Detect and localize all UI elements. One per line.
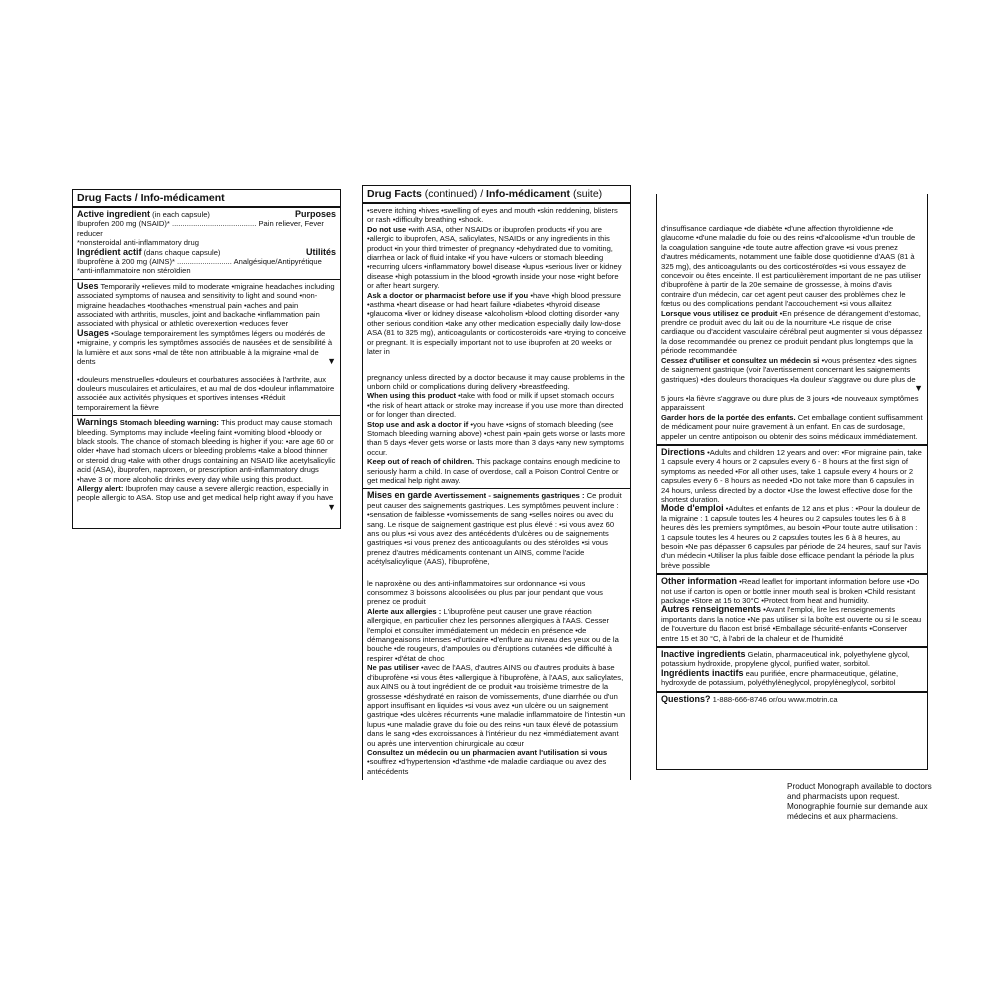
drug-facts-panel-1 bbox=[72, 189, 341, 529]
garder-label: Garder hors de la portée des enfants. bbox=[661, 412, 796, 422]
ingredients-inactifs-title: Ingrédients inactifs bbox=[661, 667, 744, 678]
panel-2-header-continued: (continued) / bbox=[421, 188, 487, 200]
product-monograph-note bbox=[787, 782, 937, 822]
directions-title: Directions bbox=[661, 446, 706, 457]
usages-text: •Soulage temporairement les symptômes légers ou modérés de •migraine, y compris les symptômes associés de nausées et de sensibilité à la lumière et aux sons •mal de tête non attribuable à la migraine •mal de dents bbox=[77, 328, 333, 367]
stomach-bleeding-label: Stomach bleeding warning: bbox=[119, 418, 219, 428]
severe-reactions-text: •severe itching •hives •swelling of eyes and mouth •skin reddening, blisters or rash •difficulty breathing •shock. bbox=[367, 206, 618, 225]
panel-1-header: Drug Facts / Info-médicament bbox=[73, 190, 340, 208]
ne-pas-utiliser-label: Ne pas utiliser bbox=[367, 663, 419, 673]
questions-section bbox=[657, 691, 927, 707]
ingredients-inactifs-text: eau purifiée, encre pharmaceutique, gélatine, hydroxyde de potassium, polyéthylèneglycol, propylèneglycol, sorbitol bbox=[661, 668, 899, 688]
mode-emploi-title: Mode d'emploi bbox=[661, 503, 724, 514]
mises-en-garde-title: Mises en garde bbox=[367, 490, 433, 501]
allergy-alert-label: Allergy alert: bbox=[77, 483, 124, 493]
ingredient-actif-line: Ibuprofène à 200 mg (AINS)* .......................... Analgésique/Antipyrétique bbox=[77, 257, 322, 267]
do-not-use-label: Do not use bbox=[367, 224, 407, 234]
active-ingredient-line: Ibuprofen 200 mg (NSAID)* ........................................ Pain reliever, Fever reducer bbox=[77, 219, 324, 238]
mises-en-garde-text-2: le naproxène ou des anti-inflammatoires sur ordonnance •si vous consommez 3 boissons alcoolisées ou plus par jour pendant que vous prenez ce produit bbox=[367, 578, 603, 607]
ingredient-actif-heading bbox=[77, 248, 336, 257]
warnings-text: This product may cause stomach bleeding. Symptoms may include •feeling faint •vomiting blood •bloody or black stools. The chance of stomach bleeding is higher if you: •are age 60 or older •have had stomach ulcers or bleeding problems •take a blood thinner or steroid drug •take with other drugs containing an NSAID like acetylsalicylic acid (ASA), ibuprofen, naproxen, or prescription anti-inflammatory drugs •have 3 or more alcoholic drinks every day while using this product. bbox=[77, 418, 336, 484]
uses-title: Uses bbox=[77, 280, 99, 291]
ask-doctor-text: •have •high blood pressure •asthma •heart disease or had heart failure •diabetes •thyroid disease •glaucoma •liver or kidney disease •alcoholism •blood clotting disorder •any other serious condition •take any other medication especially daily low-dose ASA (81 to 325 mg), anticoagulants or corticosteroids •are •trying to conceive or pregnant. It is especially important not to use ibuprofen at 20 weeks or later in bbox=[367, 290, 626, 357]
panel-2-warnings-continued bbox=[363, 204, 630, 488]
ingredient-actif-suffix: (dans chaque capsule) bbox=[141, 247, 221, 257]
do-not-use-text: •with ASA, other NSAIDs or ibuprofen products •if you are •allergic to ibuprofen, ASA, salicylates, NSAIDs or any ingredients in this product •in your third trimester of pregnancy •dehydrated due to vomiting, diarrhea or lack of fluid intake •if you have •ulcers or stomach bleeding •recurring ulcers •inflammatory bowel disease •lupus •serious liver or kidney disease •high potassium in the blood •growth inside your nose •right before or after heart surgery. bbox=[367, 224, 622, 291]
keep-out-label: Keep out of reach of children. bbox=[367, 457, 475, 467]
keep-out-text: This package contains enough medicine to seriously harm a child. In case of overdose, call a Poison Control Centre or get medical help right away. bbox=[367, 457, 621, 485]
when-using-text: •take with food or milk if upset stomach occurs •the risk of heart attack or stroke may increase if you use more than directed or for longer than directed. bbox=[367, 391, 624, 420]
consultez-label: Consultez un médecin ou un pharmacien avant l'utilisation si vous bbox=[367, 747, 608, 757]
usages-title: Usages bbox=[77, 327, 110, 338]
lorsque-text: •En présence de dérangement d'estomac, prendre ce produit avec du lait ou de la nourriture •Le risque de crise cardiaque ou d'accident vasculaire cérébral peut augmenter si vous dépassez la dose recommandée ou prenez ce produit pendant plus longtemps que la période recommandée bbox=[661, 308, 923, 356]
garder-text: Cet emballage contient suffisamment de médicament pour nuire gravement à un enfant. En cas de surdosage, appeler un centre antipoison ou obtenir des soins médicaux immédiatement. bbox=[661, 412, 923, 441]
directions-text: •Adults and children 12 years and over: •For migraine pain, take 1 capsule every 4 hours or 2 capsules every 6 - 8 hours at the first sign of symptoms as needed •For all other uses, take 1 capsule every 4 hours or 2 capsules every 6 - 8 hours as needed •Do not take more than 6 capsules in 24 hours, unless directed by a doctor •Use the lowest effective dose for the shortest duration. bbox=[661, 447, 922, 504]
utilites-label: Utilités bbox=[305, 246, 336, 257]
ne-pas-utiliser-text: •avec de l'AAS, d'autres AINS ou d'autres produits à base d'ibuprofène •si vous êtes •allergique à l'ibuprofène, à l'AAS, aux salicylates, aux AINS ou à tout ingrédient de ce produit •au troisième trimestre de la grossesse •déshydraté en raison de vomissements, d'une diarrhée ou d'un apport insuffisant en liquides •si vous avez •un ulcère ou un saignement gastrique •des ulcères récurrents •une maladie inflammatoire de l'intestin •un lupus •une maladie grave du foie ou des reins •un taux élevé de potassium dans le sang •des excroissances à l'intérieur du nez •immédiatement avant ou après une intervention chirurgicale au cœur bbox=[367, 663, 626, 748]
other-information-text: •Read leaflet for important information before use •Do not use if carton is open or bottle inner mouth seal is broken •Child resistant package •Store at 15 to 30°C •Protect from heat and humidity. bbox=[661, 577, 920, 606]
lorsque-label: Lorsque vous utilisez ce produit bbox=[661, 308, 778, 318]
panel-2-header-suite: (suite) bbox=[570, 188, 603, 200]
other-information-title: Other information bbox=[661, 576, 737, 587]
alerte-allergies-text: L'ibuprofène peut causer une grave réaction allergique, en particulier chez les personnes allergiques à l'AAS. Cesser l'emploi et consulter immédiatement un médecin en présence •de démangeaisons intenses •d'urticaire •d'enflure au niveau des yeux ou de la bouche •de rougeurs, d'ampoules ou d'éruptions cutanées •de difficulté à respirer •d'état de choc bbox=[367, 606, 619, 663]
cessez-label: Cessez d'utiliser et consultez un médecin si bbox=[661, 355, 820, 365]
continue-arrow-icon: ▼ bbox=[327, 356, 336, 367]
uses-section bbox=[73, 279, 340, 415]
stop-use-text: •you have •signs of stomach bleeding (see Stomach bleeding warning above) •chest pain •pain gets worse or lasts more than 5 days •fever gets worse or lasts more than 3 days •any new symptoms occur. bbox=[367, 419, 626, 457]
directions-section bbox=[657, 444, 927, 573]
ingredient-actif-label: Ingrédient actif bbox=[77, 246, 142, 257]
autres-renseignements-text: •Avant l'emploi, lire les renseignements importants dans la notice •Ne pas utiliser si la boîte est ouverte ou si le sceau de l'ouverture du flacon est brisé •Emballage sécurité-enfants •Conserver entre 15 et 30 °C, à l'abri de la chaleur et de l'humidité bbox=[661, 605, 922, 643]
ask-doctor-text-2: pregnancy unless directed by a doctor because it may cause problems in the unborn child or complications during delivery •breastfeeding. bbox=[367, 372, 625, 391]
drug-facts-panel-3 bbox=[656, 194, 928, 770]
other-information-section bbox=[657, 573, 927, 646]
alerte-allergies-label: Alerte aux allergies : bbox=[367, 606, 442, 616]
active-ingredient-section bbox=[73, 208, 340, 279]
ingredient-actif-note: *anti-inflammatoire non stéroïdien bbox=[77, 266, 191, 276]
active-ingredient-suffix: (in each capsule) bbox=[150, 210, 210, 219]
warnings-section bbox=[73, 415, 340, 512]
panel-3-warnings-continued bbox=[657, 194, 927, 444]
avertissement-label: Avertissement - saignements gastriques : bbox=[434, 491, 585, 501]
inactive-ingredients-text: Gelatin, pharmaceutical ink, polyethylene glycol, potassium hydroxide, propylene glycol, purified water, sorbitol. bbox=[661, 650, 910, 669]
mises-en-garde-text: Ce produit peut causer des saignements gastriques. Les symptômes peuvent inclure : •sensation de faiblesse •vomissements de sang •selles noires ou avec du sang. Le risque de saignement gastrique est plus élevé : •si vous avez 60 ans ou plus •si vous avez des antécédents d'ulcères ou de saignements gastriques •si vous prenez des anticoagulants ou des stéroïdes •si vous prenez d'autres médicaments contenant un AINS, comme l'acide acétylsalicylique (AAS), l'ibuprofène, bbox=[367, 491, 622, 567]
usages-text-2: •douleurs menstruelles •douleurs et courbatures associées à l'arthrite, aux douleurs musculaires et articulaires, et au mal de dos •douleur inflammatoire associée aux activités physiques et sportives intenses •Réduit temporairement la fièvre bbox=[77, 374, 335, 412]
panel-2-header bbox=[363, 186, 630, 204]
active-ingredient-note: *nonsteroidal anti-inflammatory drug bbox=[77, 238, 199, 248]
inactive-ingredients-section bbox=[657, 646, 927, 691]
continue-arrow-icon: ▼ bbox=[327, 501, 336, 512]
mises-en-garde-section bbox=[363, 488, 630, 779]
monograph-note-fr: Monographie fournie sur demande aux médecins et aux pharmaciens. bbox=[787, 802, 928, 821]
questions-text: 1-888-666-8746 or/ou www.motrin.ca bbox=[712, 694, 838, 704]
cessez-text-2: 5 jours •la fièvre s'aggrave ou dure plus de 3 jours •de nouveaux symptômes apparaissent bbox=[661, 393, 919, 413]
active-ingredient-label: Active ingredient bbox=[77, 209, 151, 219]
stop-use-label: Stop use and ask a doctor if bbox=[367, 419, 469, 429]
continue-arrow-icon: ▼ bbox=[914, 382, 923, 393]
monograph-note-en: Product Monograph available to doctors and pharmacists upon request. bbox=[787, 782, 932, 801]
panel-2-header-title-fr: Info-médicament bbox=[486, 188, 571, 200]
mode-emploi-text: •Adultes et enfants de 12 ans et plus : •Pour la douleur de la migraine : 1 capsule toutes les 4 heures ou 2 capsules toutes les 6 à 8 heures dès les premiers symptômes, au besoin •Pour toute autre utilisation : 1 capsule toutes les 4 heures ou 2 capsules toutes les 6 à 8 heures, au besoin •Ne pas dépasser 6 capsules par période de 24 heures, sauf sur l'avis d'un médecin •Utiliser la plus faible dose efficace pendant la période la plus brève possible bbox=[661, 504, 921, 570]
warnings-title: Warnings bbox=[77, 417, 118, 428]
autres-renseignements-title: Autres renseignements bbox=[661, 604, 762, 615]
inactive-ingredients-title: Inactive ingredients bbox=[661, 649, 746, 660]
ask-doctor-label: Ask a doctor or pharmacist before use if you bbox=[367, 290, 529, 300]
cessez-text: •vous présentez •des signes de saignement gastrique (voir l'avertissement concernant les saignements gastriques) •des douleurs thoraciques •la douleur s'aggrave ou dure plus de bbox=[661, 355, 917, 384]
when-using-label: When using this product bbox=[367, 391, 457, 401]
consultez-text: •souffrez •d'hypertension •d'asthme •de maladie cardiaque ou avez des antécédents bbox=[367, 757, 607, 776]
consultez-text-continued: d'insuffisance cardiaque •de diabète •d'une affection thyroïdienne •de glaucome •d'une maladie du foie ou des reins •d'alcoolisme •d'un trouble de la coagulation sanguine •de toute autre affection grave •si vous prenez d'autres médicaments, notamment une faible dose quotidienne d'AAS (81 à 325 mg), des anticoagulants ou des corticostéroïdes •si vous essayez de concevoir ou êtes enceinte. Il est particulièrement important de ne pas utiliser d'ibuprofène à partir de la 20e semaine de grossesse, à moins d'avis contraire d'un médecin, car cet agent peut causer des problèmes chez le fœtus ou des complications pendant l'accouchement •si vous allaitez bbox=[661, 224, 922, 309]
active-ingredient-heading bbox=[77, 210, 336, 219]
allergy-alert-text: Ibuprofen may cause a severe allergic reaction, especially in people allergic to ASA. Stop use and get medical help right away if you have bbox=[77, 483, 334, 503]
panel-2-header-title: Drug Facts bbox=[367, 188, 422, 200]
drug-facts-panel-2 bbox=[362, 185, 631, 780]
purposes-label: Purposes bbox=[294, 209, 336, 219]
uses-text: Temporarily •relieves mild to moderate •migraine headaches including associated symptoms of nausea and sensitivity to light and sound •non-migraine headaches •toothaches •menstrual pain •aches and pain associated with arthritis, muscles, joint and backache •inflammation pain associated with physical or athletic overexertion •reduces fever bbox=[77, 281, 335, 329]
questions-title: Questions? bbox=[661, 693, 711, 704]
